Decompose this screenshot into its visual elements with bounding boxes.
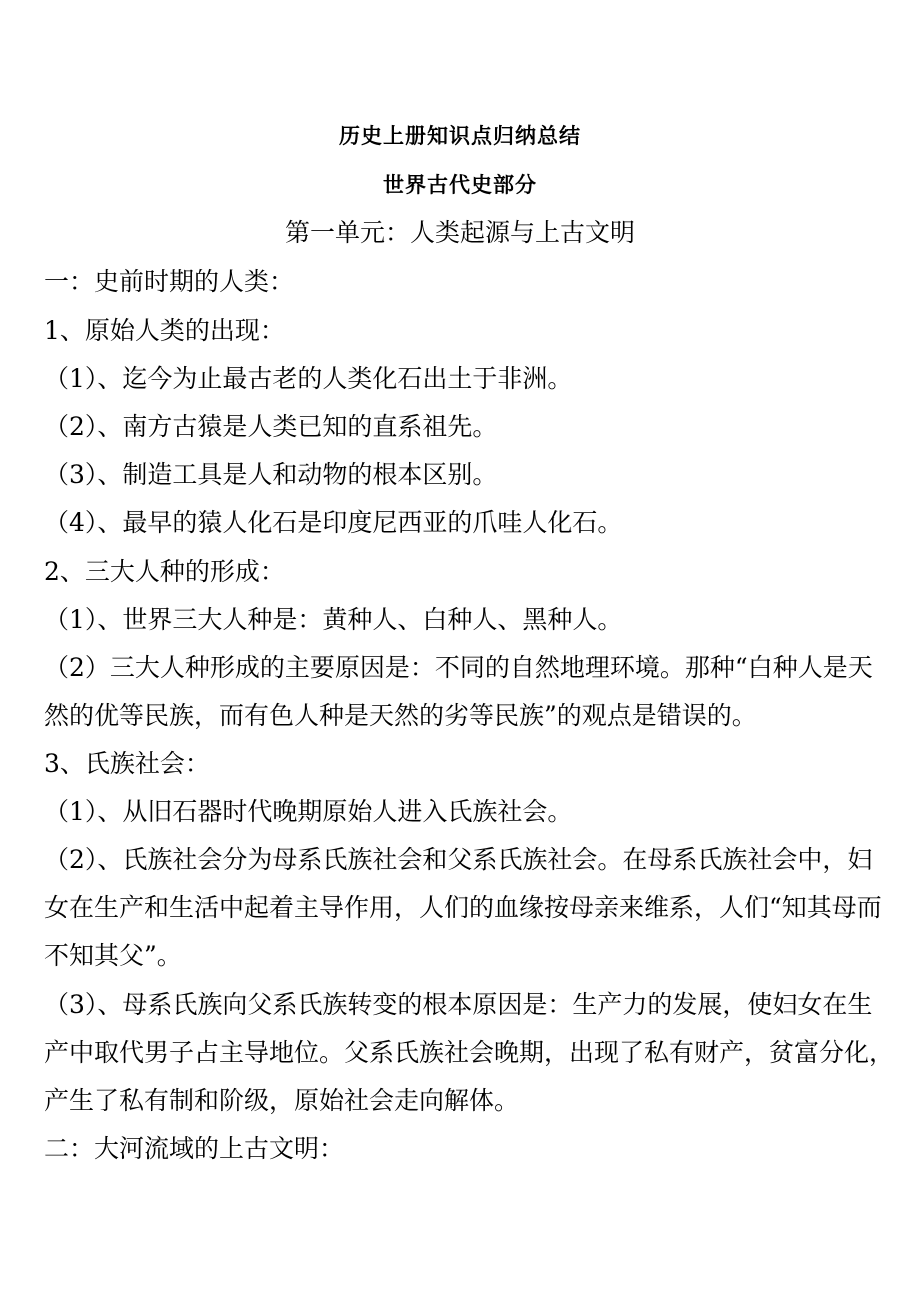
list-item-continued: 产中取代男子占主导地位。父系氏族社会晚期，出现了私有财产，贫富分化， xyxy=(44,1038,895,1067)
section-heading: 二：大河流域的上古文明： xyxy=(44,1134,345,1163)
list-item: （2）、氏族社会分为母系氏族社会和父系氏族社会。在母系氏族社会中，妇 xyxy=(44,845,873,874)
list-item: （2）三大人种形成的主要原因是：不同的自然地理环境。那种“白种人是天 xyxy=(44,653,873,682)
list-item: （1）、从旧石器时代晚期原始人进入氏族社会。 xyxy=(44,797,573,826)
list-item: （4）、最早的猿人化石是印度尼西亚的爪哇人化石。 xyxy=(44,508,623,537)
subsection-heading: 3、氏族社会： xyxy=(44,749,210,778)
subsection-heading: 2、三大人种的形成： xyxy=(44,557,285,586)
subsection-heading: 1、原始人类的出现： xyxy=(44,316,285,345)
list-item-continued: 不知其父”。 xyxy=(44,941,182,970)
list-item: （2）、南方古猿是人类已知的直系祖先。 xyxy=(44,412,498,441)
section-heading: 一：史前时期的人类： xyxy=(44,267,295,296)
list-item: （1）、迄今为止最古老的人类化石出土于非洲。 xyxy=(44,364,573,393)
document-subtitle: 世界古代史部分 xyxy=(383,173,537,197)
unit-title: 第一单元：人类起源与上古文明 xyxy=(284,218,635,247)
list-item: （3）、母系氏族向父系氏族转变的根本原因是：生产力的发展，使妇女在生 xyxy=(44,990,873,1019)
document-title: 历史上册知识点归纳总结 xyxy=(339,124,581,148)
list-item-continued: 产生了私有制和阶级，原始社会走向解体。 xyxy=(44,1086,520,1115)
list-item: （3）、制造工具是人和动物的根本区别。 xyxy=(44,460,498,489)
list-item: （1）、世界三大人种是：黄种人、白种人、黑种人。 xyxy=(44,605,623,634)
list-item-continued: 女在生产和生活中起着主导作用，人们的血缘按母亲来维系，人们“知其母而 xyxy=(44,893,882,922)
list-item-continued: 然的优等民族，而有色人种是天然的劣等民族”的观点是错误的。 xyxy=(44,701,757,730)
